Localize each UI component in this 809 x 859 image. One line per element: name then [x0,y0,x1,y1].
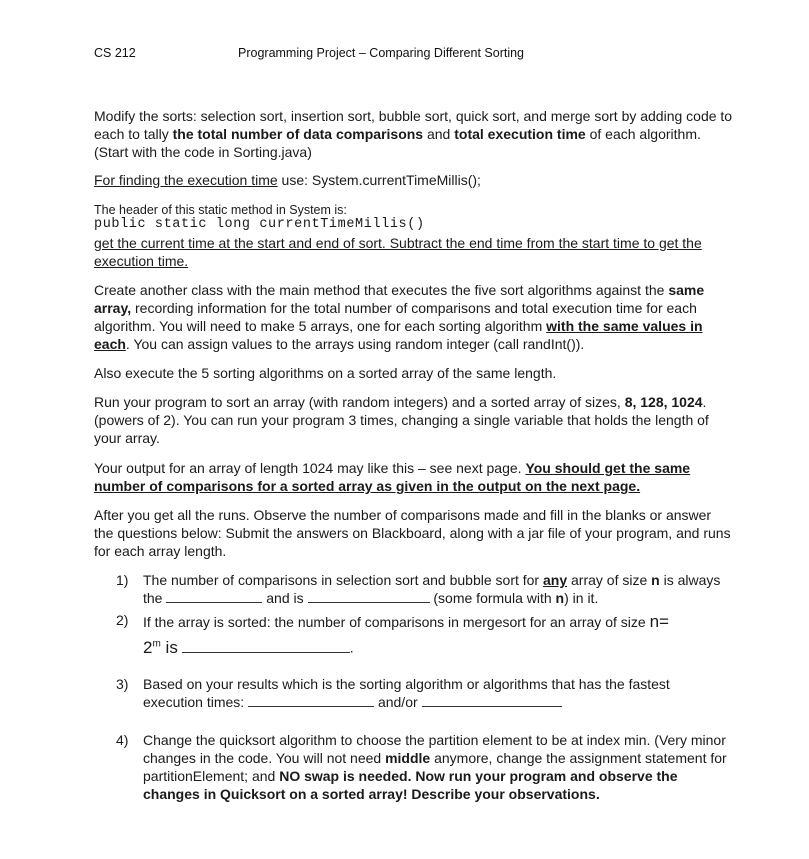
text: . You can assign values to the arrays using random integer (call randInt()). [125,336,585,352]
bold-text: n [555,590,565,606]
header-title: Programming Project – Comparing Different Sorting [238,46,525,60]
text: of each algorithm. (Start with the code in Sorting.java) [94,126,701,160]
text: Your output for an array of length 1024 may like this – see next page. [94,460,526,476]
text: Based on your results which is the sorting algorithm or algorithms that has the fastest execution times: [143,676,670,710]
text: . [349,639,354,656]
paragraph-modify-sorts [94,107,734,161]
list-number: 1) [116,572,129,588]
paragraph-execution-time [94,171,734,189]
bold-text: n [651,572,660,588]
text: The number of comparisons in selection sort and bubble sort for [143,572,543,588]
answer-blank[interactable] [422,694,562,707]
text: Create another class with the main method that executes the five sort algorithms against the [94,282,669,298]
text: and/or [377,694,418,710]
question-text [143,571,733,607]
text: . (powers of 2). You can run your program 3 times, changing a single variable that holds the length of your array. [94,394,709,446]
question-text [143,675,733,711]
text: (some formula with [429,590,556,606]
text: and [423,126,455,142]
text: and is [262,590,308,606]
paragraph-create-class [94,281,734,353]
text: anymore, change the assignment statement for partitionElement; and [143,750,727,784]
text: is [160,637,178,657]
text: If the array is sorted: the number of comparisons in mergesort for an array of size [143,614,650,630]
text: ) in it. [564,590,599,606]
paragraph-sorted-array: Also execute the 5 sorting algorithms on a sorted array of the same length. [94,365,557,381]
bold-text: same array, [94,282,705,316]
text: Run your program to sort an array (with random integers) and a sorted array of sizes, [94,394,625,410]
answer-blank[interactable] [248,694,374,707]
list-number: 4) [116,732,129,748]
bold-text: NO swap is needed. Now run your program and observe the changes in Quicksort on a sorted array! Describe your observations. [143,768,678,802]
bold-underlined-text: You should get the same number of comparisons for a sorted array as given in the output on the next page. [94,460,691,494]
header-course: CS 212 [94,46,136,60]
underlined-text: For finding the execution time [94,172,278,188]
paragraph-output [94,459,734,495]
bold-text: 8, 128, 1024 [624,394,703,410]
header-note: The header of this static method in System is: [94,203,347,217]
text: Change the quicksort algorithm to choose the partition element to be at index min. (Very minor changes in the code. You will not need [143,732,726,766]
bold-text: middle [385,750,431,766]
superscript: m [152,638,161,649]
list-number: 3) [116,676,129,692]
text: 2 [143,637,153,657]
text: Modify the sorts: selection sort, insertion sort, bubble sort, quick sort, and merge sort by adding code to each to tally [94,108,733,142]
answer-blank[interactable] [166,590,262,603]
question-text [143,611,733,659]
paragraph-subtract-time: get the current time at the start and end of sort. Subtract the end time from the start time to get the execution time. [94,235,702,269]
text: recording information for the total number of comparisons and total execution time for each algorithm. You will need to make 5 arrays, one for each sorting algorithm [94,300,697,334]
answer-blank[interactable] [308,590,430,603]
text: use: System.currentTimeMillis(); [277,172,481,188]
answer-blank[interactable] [182,640,350,653]
paragraph-after-runs: After you get all the runs. Observe the number of comparisons made and fill in the blanks or answer the questions below: Submit the answers on Blackboard, along with a jar file of your program, and runs for each array length. [94,507,731,559]
bold-underlined-text: any [542,572,568,588]
bold-text: total execution time [454,126,586,142]
text: n= [649,612,669,631]
code-signature: public static long currentTimeMillis() [94,217,425,232]
text: is always the [143,572,721,606]
bold-underlined-text: with the same values in each [94,318,703,352]
text: array of size [567,572,652,588]
list-number: 2) [116,612,129,628]
paragraph-run-program [94,393,734,447]
question-text [143,731,733,803]
bold-text: the total number of data comparisons [172,126,424,142]
